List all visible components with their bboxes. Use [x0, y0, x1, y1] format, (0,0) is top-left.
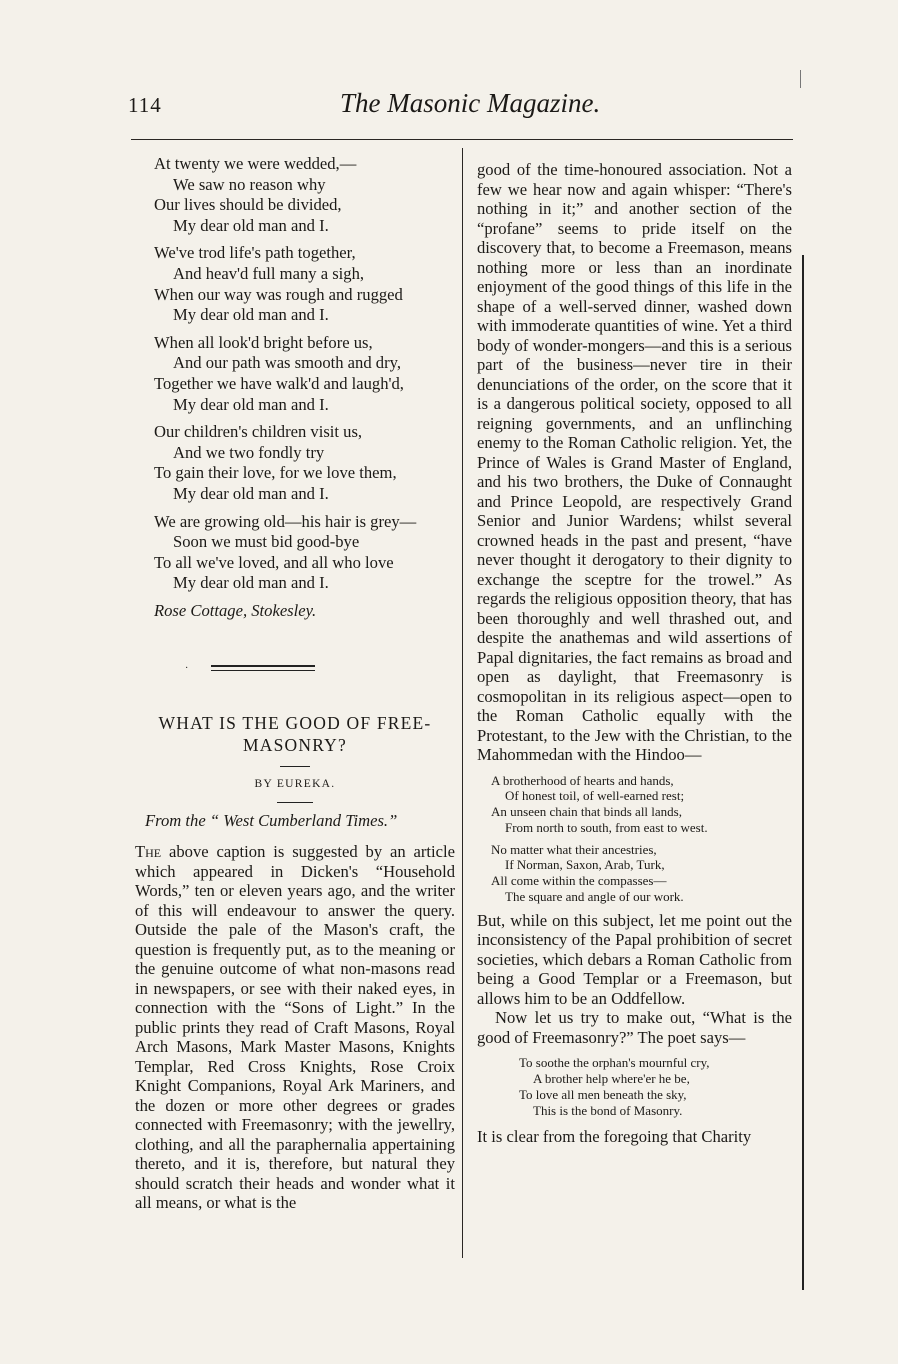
verse-stanza	[491, 773, 792, 836]
poem-line: When all look'd bright before us,	[154, 332, 373, 352]
poem-stanza	[154, 154, 455, 236]
article-title	[135, 712, 455, 756]
verse-line: A brotherhood of hearts and hands,	[491, 772, 674, 788]
poem-line: Together we have walk'd and laugh'd,	[154, 373, 404, 393]
poem-line: We saw no reason why	[173, 174, 326, 194]
byline: BY EUREKA.	[254, 778, 336, 791]
verse-line: No matter what their ancestries,	[491, 841, 657, 857]
edge-mark-right	[802, 255, 804, 1290]
article-paragraph: Now let us try to make out, “What is the good of Freemasonry?” The poet says—	[477, 1008, 792, 1047]
poem-stanza	[154, 243, 455, 325]
poem-line: My dear old man and I.	[173, 215, 329, 235]
article-paragraph: It is clear from the foregoing that Charity	[477, 1126, 752, 1146]
verse-line: A brother help where'er he be,	[533, 1071, 690, 1087]
divider-dot: ·	[185, 663, 189, 675]
poem-line: Soon we must bid good-bye	[173, 532, 360, 552]
page-number: 114	[128, 93, 162, 117]
article-intro-paragraph	[135, 842, 455, 1213]
article-title-line: MASONRY?	[243, 735, 347, 756]
poem-line: Our lives should be divided,	[154, 195, 342, 215]
poem-stanza	[154, 333, 455, 415]
verse-line: To soothe the orphan's mournful cry,	[519, 1055, 710, 1071]
running-title: The Masonic Magazine.	[340, 88, 601, 118]
header-rule	[131, 139, 793, 140]
poem-line: And our path was smooth and dry,	[173, 353, 401, 373]
verse-stanza	[491, 842, 792, 905]
verse-line: Of honest toil, of well-earned rest;	[505, 788, 685, 804]
drop-word: The	[135, 842, 162, 862]
column-divider	[462, 148, 463, 1258]
title-rule	[280, 766, 310, 767]
paragraph-text: above caption is suggested by an article which appeared in Dicken's “Household Words,” ten or eleven years ago, and the writer of this will endeavour to answer the query. Outside the pale of the Mason's craft, the question is frequently put, as to the meaning or the genuine outcome of what non-masons read in newspapers, or see with their naked eyes, in connection with the “Sons of Light.” In the public prints they read of Craft Masons, Royal Arch Masons, Mark Master Masons, Knights Templar, Red Cross Knights, Rose Croix Knight Companions, Royal Ark Mariners, and the dozen or more other degrees or grades connected with Freemasonry; with the jewellry, clothing, and all the paraphernalia appertaining thereto, and it is, therefore, but natural they should scratch their heads and wonder what it all means, or what is the	[135, 842, 455, 1213]
poem-line: My dear old man and I.	[173, 573, 329, 593]
poem-stanza	[154, 512, 455, 594]
verse-line: From north to south, from east to west.	[505, 819, 708, 835]
poem-line: To all we've loved, and all who love	[154, 552, 394, 572]
left-column	[135, 154, 455, 1213]
verse-line: An unseen chain that binds all lands,	[491, 804, 682, 820]
poem-line: And heav'd full many a sigh,	[173, 263, 365, 283]
poem-line: My dear old man and I.	[173, 483, 329, 503]
poem-line: My dear old man and I.	[173, 305, 329, 325]
poem-line: My dear old man and I.	[173, 394, 329, 414]
source-line: From the “ West Cumberland Times.”	[145, 811, 398, 831]
poem-line: To gain their love, for we love them,	[154, 463, 397, 483]
article-title-line: WHAT IS THE GOOD OF FREE-	[158, 713, 432, 734]
poem-line: We are growing old—his hair is grey—	[154, 511, 417, 531]
quoted-verse	[519, 1055, 792, 1118]
edge-mark	[800, 70, 801, 88]
article-paragraph: But, while on this subject, let me point out the inconsistency of the Papal prohibition of secret societies, which debars a Roman Catholic from being a Good Templar or a Freemason, but allows him to be an Oddfellow.	[477, 910, 792, 1008]
byline-rule	[277, 802, 313, 803]
section-divider	[185, 663, 315, 675]
poem-line: When our way was rough and rugged	[154, 284, 403, 304]
poem-line: We've trod life's path together,	[154, 243, 356, 263]
verse-line: To love all men beneath the sky,	[519, 1086, 687, 1102]
quoted-verse	[491, 773, 792, 905]
poem-signature: Rose Cottage, Stokesley.	[154, 600, 317, 620]
verse-line: This is the bond of Masonry.	[533, 1102, 683, 1118]
verse-line: If Norman, Saxon, Arab, Turk,	[505, 857, 665, 873]
poem-line: Our children's children visit us,	[154, 422, 363, 442]
poem	[154, 154, 455, 621]
right-column	[477, 160, 792, 1146]
poem-line: At twenty we were wedded,—	[154, 154, 357, 173]
poem-stanza	[154, 422, 455, 504]
poem-line: And we two fondly try	[173, 442, 325, 462]
verse-line: The square and angle of our work.	[505, 889, 684, 905]
verse-line: All come within the compasses—	[491, 873, 667, 889]
article-paragraph: good of the time-honoured association. Not a few we hear now and again whisper: “There's nothing in it;” and another section of the “profane” seems to pride itself on the discovery that, to become a Freemason, means nothing more or less than an inordinate enjoyment of the good things of this life in the shape of a well-served dinner, washed down with immoderate quantities of wine. Yet a third body of wonder-mongers—and this is a serious part of the business—never tire in their denunciations of the order, on the score that it is a dangerous political society, opposed to all reigning governments, and an unflinching enemy to the Roman Catholic religion. Yet, the Prince of Wales is Grand Master of England, and his two brothers, the Duke of Connaught and Prince Leopold, are respectively Grand Senior and Junior Wardens; whilst several crowned heads in the past and present, “have never thought it derogatory to their dignity to exchange the sceptre for the trowel.” As regards the religious opposition theory, that has been thoroughly and well thrashed out, and despite the anathemas and wild assertions of Papal dignitaries, the fact remains as broad and open as daylight, that Freemasonry is cosmopolitan in its religious aspect—open to the Roman Catholic equally with the Protestant, to the Jew with the Christian, to the Mahommedan with the Hindoo—	[477, 160, 792, 764]
